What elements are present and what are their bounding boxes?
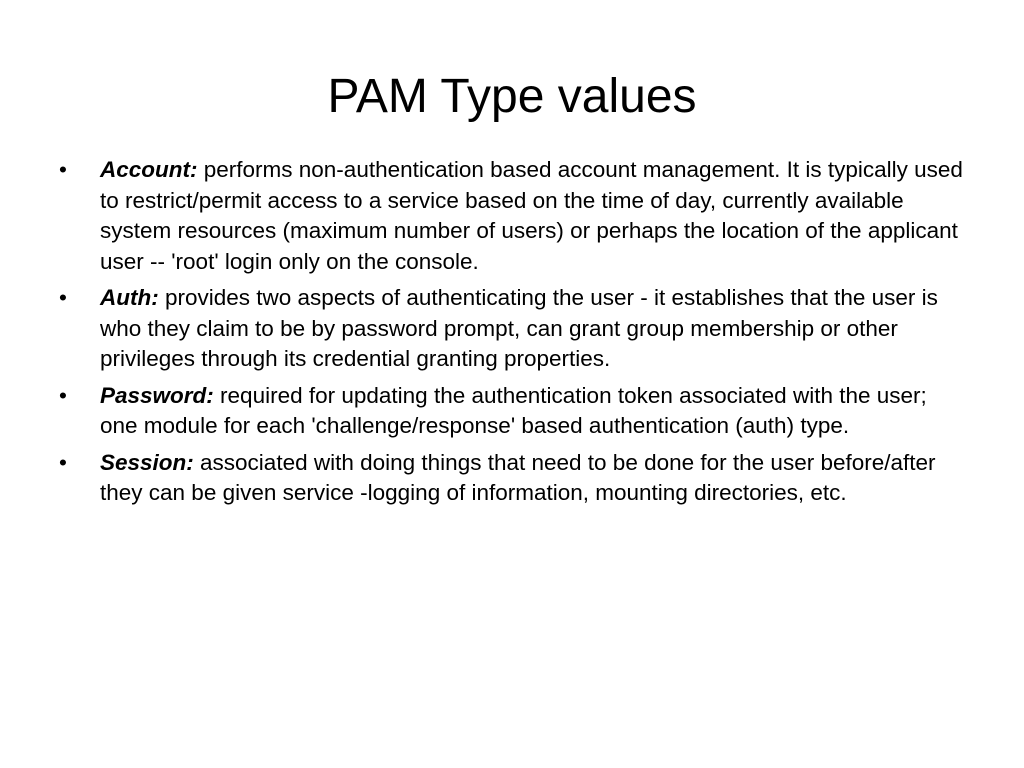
bullet-item-password bbox=[59, 381, 969, 442]
bullet-text: associated with doing things that need to be done for the user before/after they can be given service -logging of information, mounting directories, etc. bbox=[100, 449, 936, 505]
bullet-term: Session: bbox=[100, 449, 194, 475]
bullet-term: Account: bbox=[100, 157, 198, 182]
bullet-term: Auth: bbox=[100, 285, 159, 310]
bullet-text: required for updating the authentication token associated with the user; one module for each 'challenge/response' based authentication (auth) type. bbox=[100, 382, 927, 438]
slide-title: PAM Type values bbox=[327, 70, 697, 123]
bullet-list bbox=[59, 155, 969, 515]
bullet-text: performs non-authentication based account management. It is typically used to restrict/permit access to a service based on the time of day, currently available system resources (maximum number of users) or perhaps the location of the applicant user -- 'root' login only on the console. bbox=[100, 157, 963, 274]
bullet-item-session bbox=[59, 448, 969, 509]
bullet-icon: • bbox=[59, 157, 67, 182]
bullet-icon: • bbox=[59, 382, 67, 408]
bullet-item-auth bbox=[59, 283, 969, 375]
bullet-term: Password: bbox=[100, 382, 214, 408]
bullet-icon: • bbox=[59, 285, 67, 310]
bullet-text: provides two aspects of authenticating the user - it establishes that the user is who they claim to be by password prompt, can grant group membership or other privileges through its credential granting properties. bbox=[100, 285, 938, 371]
bullet-item-account bbox=[59, 155, 969, 277]
bullet-icon: • bbox=[59, 449, 67, 475]
